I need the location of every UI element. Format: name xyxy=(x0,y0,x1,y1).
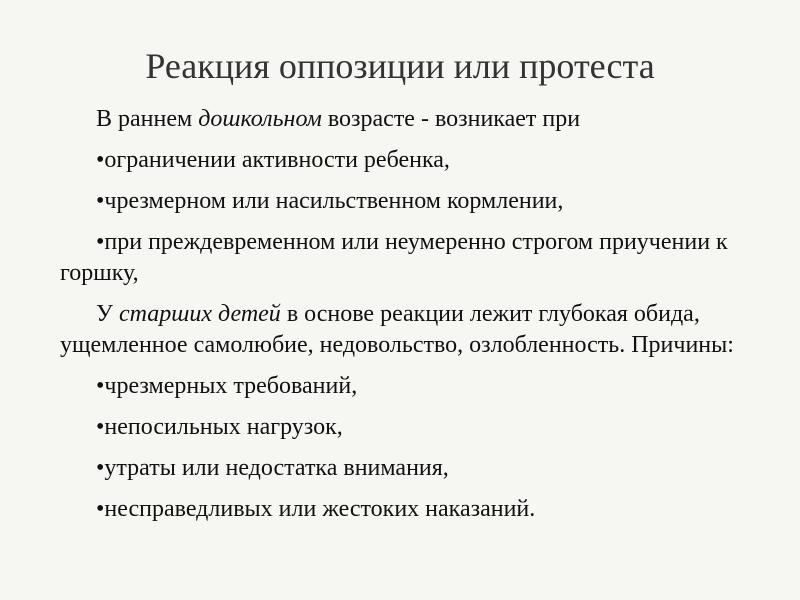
older-italic-text: старших детей xyxy=(119,301,281,327)
bullet-item: •ограничении активности ребенка, xyxy=(96,147,450,173)
older-children-paragraph xyxy=(60,299,750,361)
bullet-item: •непосильных нагрузок, xyxy=(96,414,343,440)
intro-italic-text: дошкольном xyxy=(198,106,322,132)
bullet-item: •несправедливых или жестоких наказаний. xyxy=(96,496,536,522)
intro-text-start: В раннем xyxy=(96,106,199,132)
slide-title: Реакция оппозиции или протеста xyxy=(145,46,655,86)
bullet-item: •чрезмерных требований, xyxy=(96,373,358,399)
bullet-item: •чрезмерном или насильственном кормлении, xyxy=(96,188,564,214)
older-text-end: в основе реакции лежит глубокая обида, ущемленное самолюбие, недовольство, озлобленность. Причины: xyxy=(60,301,734,358)
slide-body xyxy=(60,104,750,525)
bullet-item: •при преждевременном или неумеренно строгом приучении к горшку, xyxy=(60,229,728,286)
intro-paragraph xyxy=(60,104,750,135)
older-text-start: У xyxy=(96,301,119,327)
intro-text-end: возрасте - возникает при xyxy=(321,106,581,132)
bullet-item: •утраты или недостатка внимания, xyxy=(96,455,449,481)
